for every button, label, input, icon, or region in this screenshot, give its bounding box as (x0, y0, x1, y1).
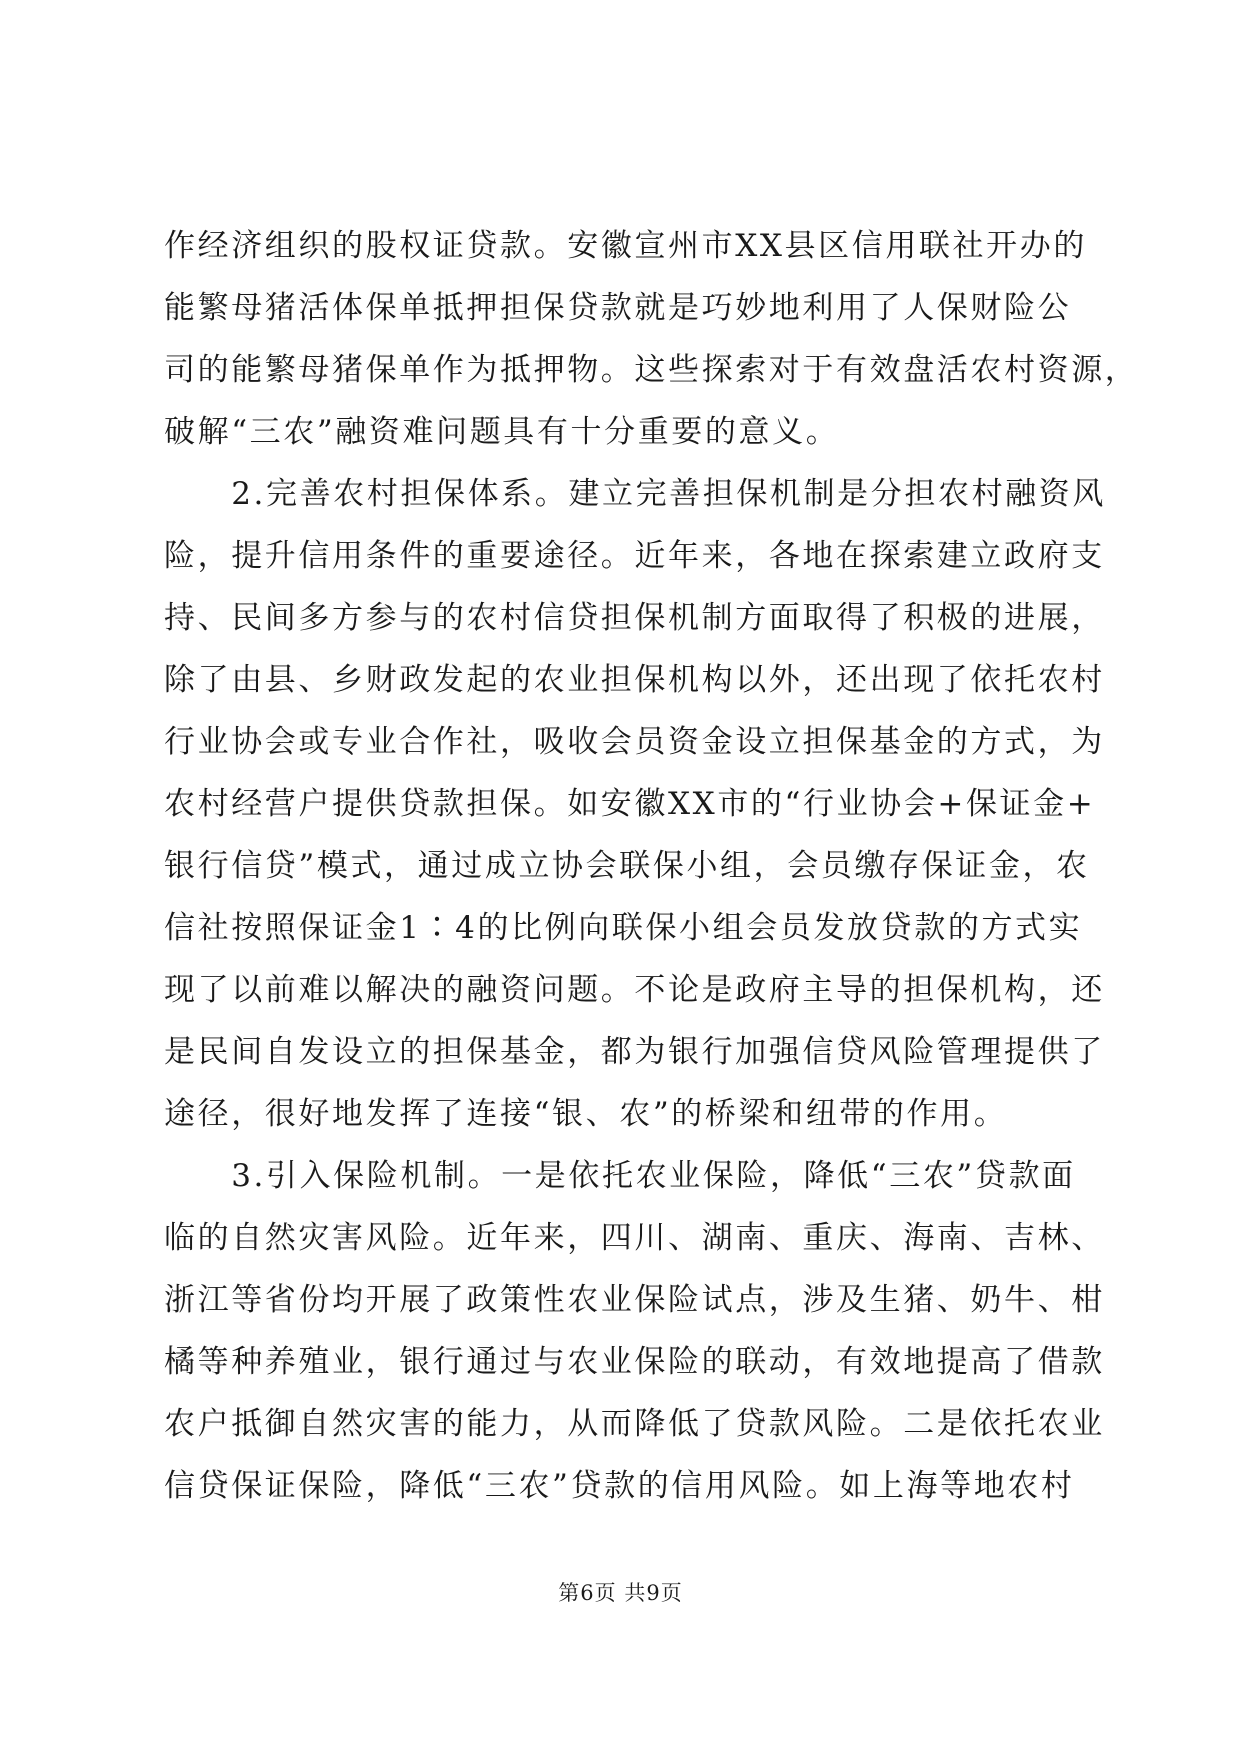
text-line: 破解“三农”融资难问题具有十分重要的意义。 (164, 414, 840, 450)
text-line: 作经济组织的股权证贷款。安徽宣州市XX县区信用联社开办的 (164, 228, 1087, 264)
text-line: 司的能繁母猪保单作为抵押物。这些探索对于有效盘活农村资源， (164, 352, 1139, 388)
text-line: 农村经营户提供贷款担保。如安徽XX市的“行业协会+保证金+ (164, 786, 1096, 822)
text-line: 现了以前难以解决的融资问题。不论是政府主导的担保机构，还 (164, 972, 1105, 1008)
text-line: 3.引入保险机制。一是依托农业保险，降低“三农”贷款面 (164, 1158, 1076, 1194)
text-line: 浙江等省份均开展了政策性农业保险试点，涉及生猪、奶牛、柑 (164, 1282, 1105, 1318)
text-line: 能繁母猪活体保单抵押担保贷款就是巧妙地利用了人保财险公 (164, 290, 1072, 326)
text-line: 行业协会或专业合作社，吸收会员资金设立担保基金的方式，为 (164, 724, 1105, 760)
text-line: 农户抵御自然灾害的能力，从而降低了贷款风险。二是依托农业 (164, 1406, 1105, 1442)
text-line: 途径，很好地发挥了连接“银、农”的桥梁和纽带的作用。 (164, 1096, 1008, 1132)
text-line: 险，提升信用条件的重要途径。近年来，各地在探索建立政府支 (164, 538, 1105, 574)
text-line: 临的自然灾害风险。近年来，四川、湖南、重庆、海南、吉林、 (164, 1220, 1105, 1256)
text-line: 橘等种养殖业，银行通过与农业保险的联动，有效地提高了借款 (164, 1344, 1105, 1380)
page-number-footer: 第6页 共9页 (558, 1581, 683, 1605)
text-line: 2.完善农村担保体系。建立完善担保机制是分担农村融资风 (164, 476, 1106, 512)
text-line: 信社按照保证金1∶4的比例向联保小组会员发放贷款的方式实 (164, 910, 1083, 946)
text-line: 除了由县、乡财政发起的农业担保机构以外，还出现了依托农村 (164, 662, 1105, 698)
text-line: 是民间自发设立的担保基金，都为银行加强信贷风险管理提供了 (164, 1034, 1105, 1070)
text-line: 信贷保证保险，降低“三农”贷款的信用风险。如上海等地农村 (164, 1468, 1075, 1504)
text-line: 持、民间多方参与的农村信贷担保机制方面取得了积极的进展， (164, 600, 1105, 636)
text-line: 银行信贷”模式，通过成立协会联保小组，会员缴存保证金，农 (164, 848, 1090, 884)
